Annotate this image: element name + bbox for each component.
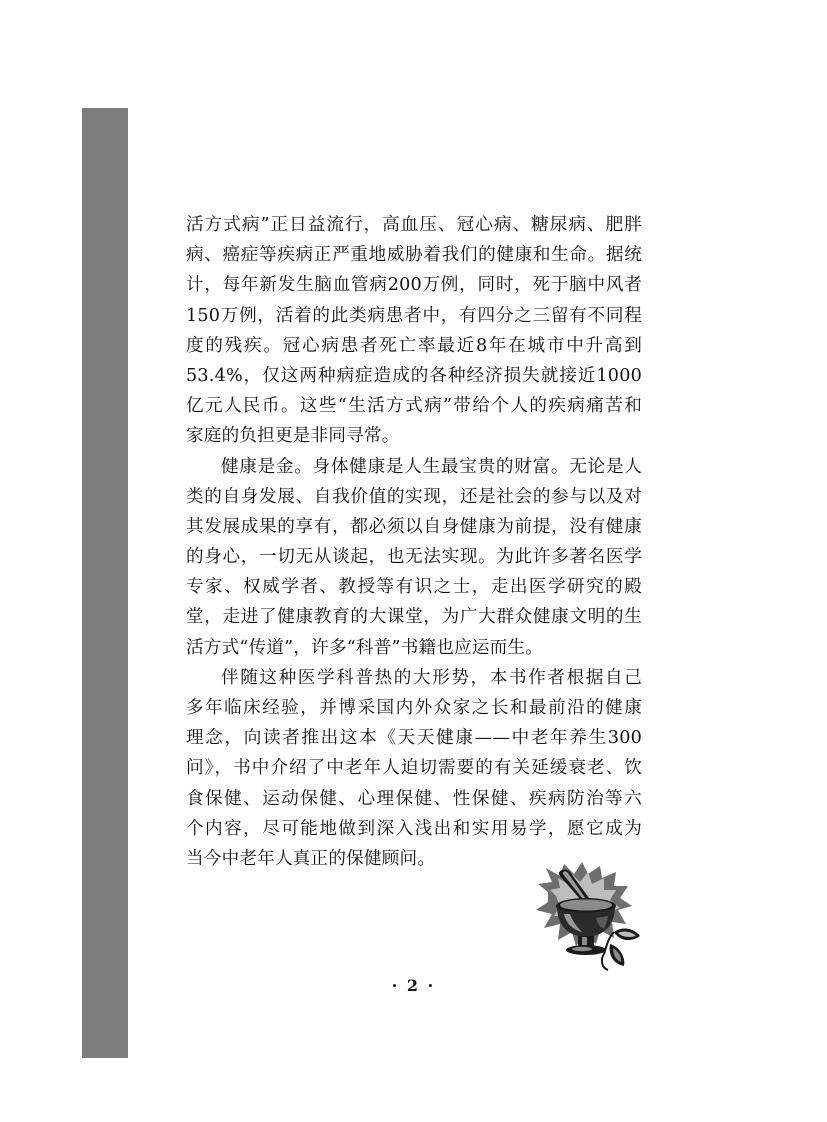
text-line: 当今中老年人真正的保健顾问。: [186, 848, 436, 869]
text-line: 堂，走进了健康教育的大课堂，为广大群众健康文明的生: [186, 607, 642, 628]
text-line: 度的残疾。冠心病患者死亡率最近8年在城市中升高到: [186, 335, 642, 356]
text-line: 食保健、运动保健、心理保健、性保健、疾病防治等六: [186, 788, 642, 809]
text-line: 健康是金。身体健康是人生最宝贵的财富。无论是人: [221, 456, 642, 477]
paragraph: [186, 663, 642, 874]
paragraph: [186, 452, 642, 663]
text-line: 其发展成果的享有，都必须以自身健康为前提，没有健康: [186, 516, 642, 537]
text-line: 亿元人民币。这些“生活方式病”带给个人的疾病痛苦和: [186, 396, 642, 417]
text-line: 问》，书中介绍了中老年人迫切需要的有关延缓衰老、饮: [186, 758, 642, 779]
text-line: 家庭的负担更是非同寻常。: [186, 426, 400, 447]
side-margin-bar: [82, 108, 128, 1058]
text-line: 活方式“传道”，许多“科普”书籍也应运而生。: [186, 637, 544, 658]
text-line: 150万例，活着的此类病患者中，有四分之三留有不同程: [186, 305, 642, 326]
text-line: 病、癌症等疾病正严重地威胁着我们的健康和生命。据统: [186, 245, 642, 266]
text-line: 个内容，尽可能地做到深入浅出和实用易学，愿它成为: [186, 818, 642, 839]
text-line: 专家、权威学者、教授等有识之士，走出医学研究的殿: [186, 577, 642, 598]
text-line: 活方式病”正日益流行，高血压、冠心病、糖尿病、肥胖: [186, 215, 642, 235]
page-number: · 2 ·: [391, 976, 436, 995]
text-line: 计，每年新发生脑血管病200万例，同时，死于脑中风者: [186, 275, 642, 296]
text-line: 理念，向读者推出这本《天天健康——中老年养生300: [186, 728, 642, 749]
text-line: 伴随这种医学科普热的大形势，本书作者根据自己: [221, 667, 642, 688]
body-text: [186, 210, 642, 874]
paragraph: [186, 210, 642, 452]
text-line: 类的自身发展、自我价值的实现，还是社会的参与以及对: [186, 486, 642, 507]
text-line: 53.4%，仅这两种病症造成的各种经济损失就接近1000: [186, 365, 642, 386]
text-line: 多年临床经验，并博采国内外众家之长和最前沿的健康: [186, 698, 642, 718]
text-line: 的身心，一切无从谈起，也无法实现。为此许多著名医学: [186, 547, 642, 568]
mortar-and-pestle-icon: [530, 862, 644, 972]
